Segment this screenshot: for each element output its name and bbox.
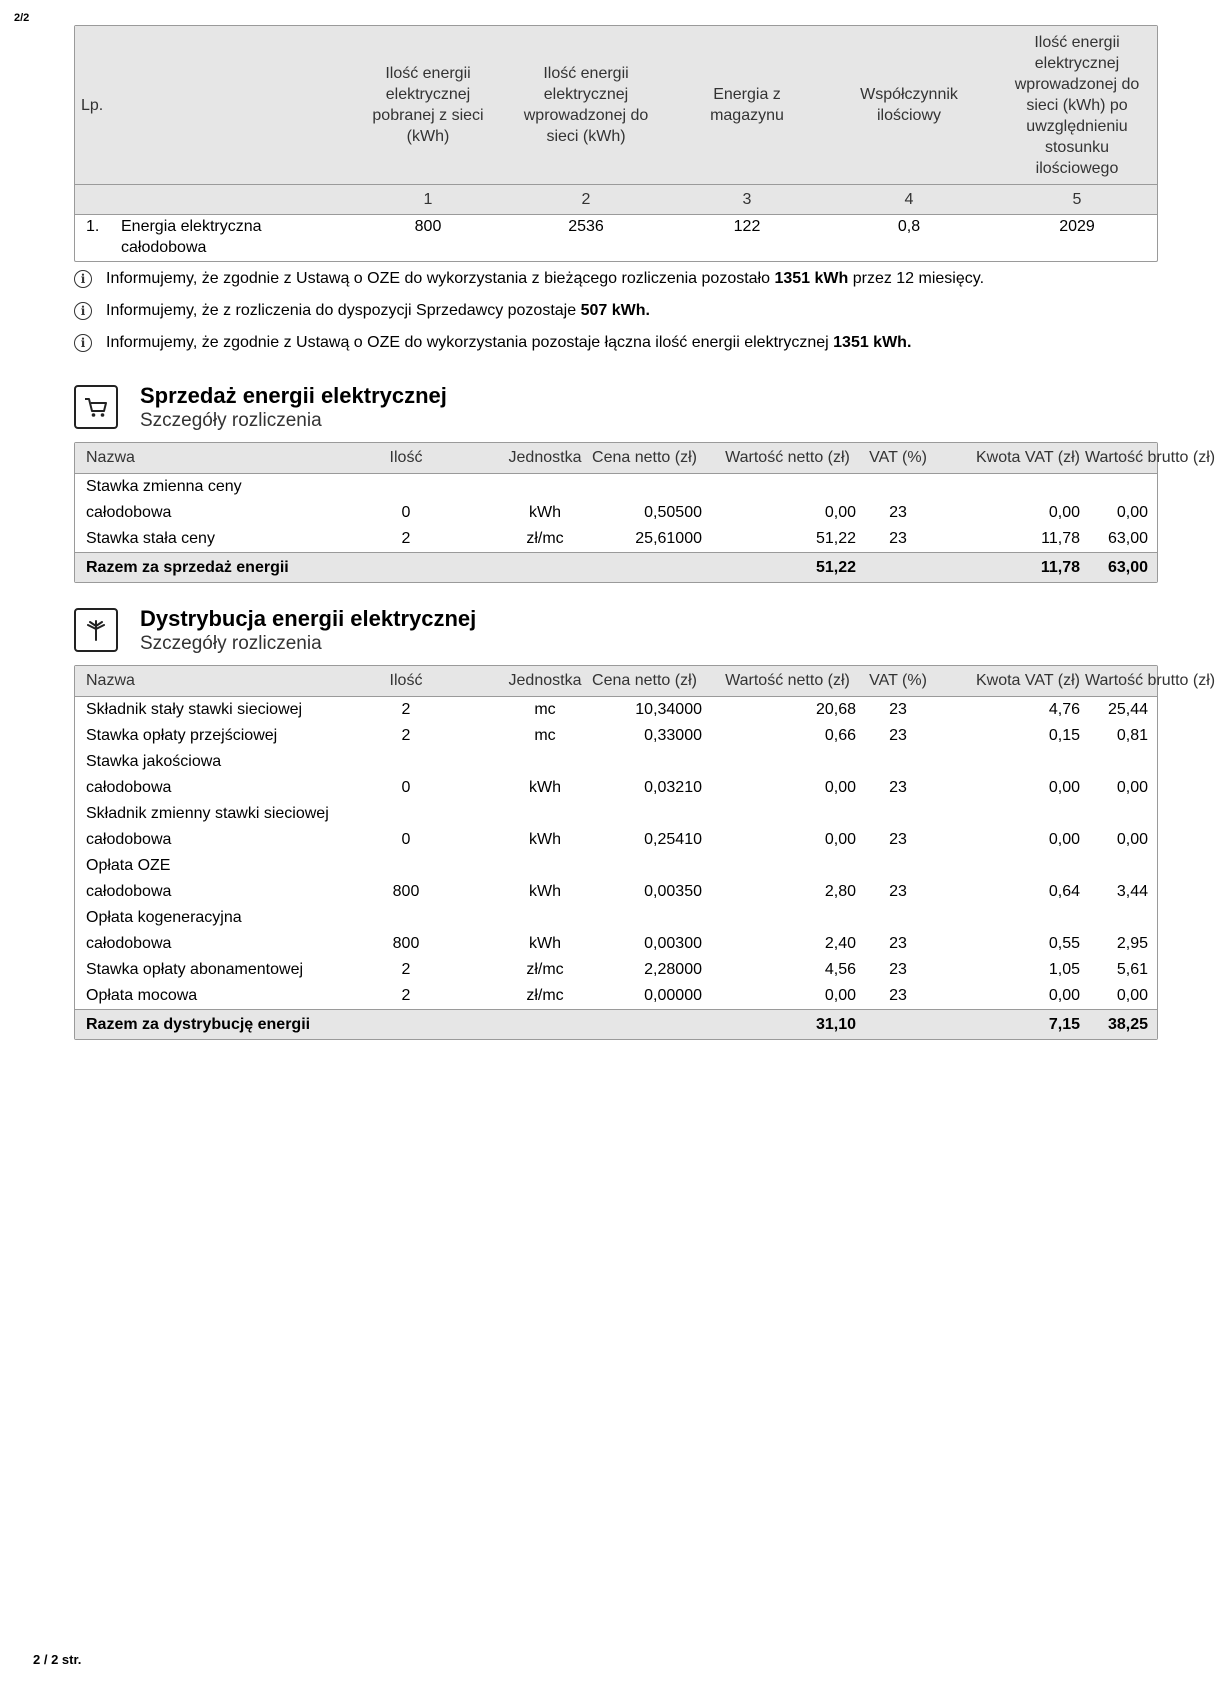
cell-vat-amount: 0,55 — [1048, 935, 1080, 952]
col-number-1: 1 — [423, 191, 433, 208]
row-value-1: 800 — [414, 218, 442, 235]
cell-vat: 23 — [889, 779, 907, 796]
distribution-rows — [75, 697, 1157, 1009]
header-energy-storage: Energia z magazynu — [710, 86, 784, 124]
cell-price: 0,25410 — [644, 831, 702, 848]
row-name: Energia elektryczna całodobowa — [121, 218, 262, 256]
cell-net: 0,00 — [824, 831, 856, 848]
table-row — [75, 905, 1157, 931]
cell-unit: kWh — [529, 883, 561, 900]
col-price: Cena netto (zł) — [592, 449, 697, 466]
table-row — [75, 801, 1157, 827]
notice-oze-current — [74, 268, 984, 290]
total-net: 31,10 — [815, 1016, 856, 1033]
cell-qty: 2 — [401, 987, 411, 1004]
shopping-cart-icon — [74, 385, 118, 429]
power-pole-icon — [74, 608, 118, 652]
distribution-table — [74, 665, 1216, 1040]
col-net: Wartość netto (zł) — [725, 449, 850, 466]
table-row — [75, 957, 1157, 983]
cell-name: Stawka zmienna ceny — [86, 478, 242, 495]
cell-vat-amount: 0,64 — [1048, 883, 1080, 900]
cell-net: 4,56 — [824, 961, 856, 978]
cell-price: 10,34000 — [635, 701, 702, 718]
cell-qty: 0 — [401, 504, 411, 521]
cell-price: 0,00350 — [644, 883, 702, 900]
cell-net: 0,00 — [824, 504, 856, 521]
cell-name: Stawka opłaty przejściowej — [86, 727, 278, 744]
table-row — [75, 775, 1157, 801]
total-net: 51,22 — [815, 559, 856, 576]
page-footer: 2 / 2 str. — [33, 1652, 82, 1667]
total-vat: 11,78 — [1040, 559, 1080, 576]
col-price: Cena netto (zł) — [592, 672, 697, 689]
header-energy-adjusted: Ilość energii elektrycznej wprowadzonej do sieci (kWh) po uwzględnieniu stosunku ilościowego — [1014, 33, 1140, 177]
cell-vat: 23 — [889, 935, 907, 952]
cell-name: Składnik stały stawki sieciowej — [86, 701, 303, 718]
sales-table — [74, 442, 1216, 583]
notice-value: 1351 kWh — [774, 270, 849, 287]
total-label: Razem za dystrybucję energii — [86, 1016, 311, 1033]
cell-unit: mc — [534, 701, 556, 718]
cell-unit: mc — [534, 727, 556, 744]
info-icon: i — [74, 334, 92, 352]
header-energy-fed: Ilość energii elektrycznej wprowadzonej do sieci (kWh) — [523, 65, 649, 145]
notice-text-end: przez 12 miesięcy. — [848, 270, 985, 287]
cell-unit: kWh — [529, 935, 561, 952]
cell-name: Stawka stała ceny — [86, 530, 215, 547]
cell-qty: 0 — [401, 779, 411, 796]
col-unit: Jednostka — [508, 449, 582, 466]
cell-vat-amount: 0,00 — [1048, 504, 1080, 521]
row-value-2: 2536 — [568, 218, 604, 235]
col-number-2: 2 — [581, 191, 591, 208]
cell-price: 0,00000 — [644, 987, 702, 1004]
cell-unit: kWh — [529, 504, 561, 521]
cell-net: 0,66 — [824, 727, 856, 744]
notice-text: Informujemy, że z rozliczenia do dyspozycji Sprzedawcy pozostaje — [106, 302, 581, 319]
sales-subtitle: Szczegóły rozliczenia — [140, 410, 322, 431]
col-gross: Wartość brutto (zł) — [1085, 672, 1216, 689]
table-row — [75, 983, 1157, 1009]
info-icon: i — [74, 270, 92, 288]
table-row — [75, 474, 1157, 500]
cell-price: 25,61000 — [635, 530, 702, 547]
sales-total-row — [75, 552, 1157, 582]
table-row — [75, 853, 1157, 879]
table-row — [75, 526, 1157, 552]
cell-unit: kWh — [529, 779, 561, 796]
table-row — [75, 697, 1157, 723]
cell-name: Opłata OZE — [86, 857, 171, 874]
notice-oze-total — [74, 332, 911, 354]
cell-vat: 23 — [889, 987, 907, 1004]
cell-gross: 0,00 — [1116, 831, 1148, 848]
cell-net: 2,80 — [824, 883, 856, 900]
cell-vat-amount: 1,05 — [1048, 961, 1080, 978]
cell-vat-amount: 0,15 — [1048, 727, 1080, 744]
cell-net: 51,22 — [815, 530, 856, 547]
cell-gross: 0,00 — [1116, 504, 1148, 521]
row-value-5: 2029 — [1059, 218, 1095, 235]
cell-vat-amount: 11,78 — [1041, 530, 1080, 547]
table-header — [75, 666, 1216, 697]
page-mark: 2/2 — [14, 12, 30, 24]
notice-text: Informujemy, że zgodnie z Ustawą o OZE do wykorzystania pozostaje łączna ilość energii elektrycznej — [106, 334, 834, 351]
cell-qty: 2 — [401, 727, 411, 744]
cell-vat: 23 — [889, 883, 907, 900]
cell-name: całodobowa — [86, 831, 172, 848]
cell-gross: 5,61 — [1116, 961, 1148, 978]
distribution-title: Dystrybucja energii elektrycznej — [140, 606, 477, 631]
cell-qty: 0 — [401, 831, 411, 848]
sales-rows — [75, 474, 1157, 552]
row-value-4: 0,8 — [897, 218, 921, 235]
col-unit: Jednostka — [508, 672, 582, 689]
total-vat: 7,15 — [1048, 1016, 1080, 1033]
cell-gross: 63,00 — [1107, 530, 1148, 547]
distribution-total-row — [75, 1009, 1157, 1039]
cell-price: 2,28000 — [644, 961, 702, 978]
table-row — [75, 931, 1157, 957]
col-qty: Ilość — [389, 449, 423, 466]
notice-seller — [74, 300, 650, 322]
total-label: Razem za sprzedaż energii — [86, 559, 289, 576]
cell-net: 0,00 — [824, 987, 856, 1004]
cell-vat: 23 — [889, 961, 907, 978]
cell-qty: 2 — [401, 701, 411, 718]
col-vat-amount: Kwota VAT (zł) — [975, 672, 1080, 689]
cell-vat-amount: 4,76 — [1048, 701, 1080, 718]
table-row — [75, 500, 1157, 526]
cell-net: 20,68 — [815, 701, 856, 718]
cell-net: 0,00 — [824, 779, 856, 796]
cell-vat: 23 — [889, 831, 907, 848]
cell-net: 2,40 — [824, 935, 856, 952]
cell-unit: kWh — [529, 831, 561, 848]
table-row — [75, 749, 1157, 775]
header-quantity-factor: Współczynnik ilościowy — [860, 86, 958, 124]
energy-balance-table — [74, 25, 1158, 262]
col-vat-amount: Kwota VAT (zł) — [975, 449, 1080, 466]
cell-vat-amount: 0,00 — [1048, 831, 1080, 848]
row-lp: 1. — [86, 218, 100, 235]
col-vat: VAT (%) — [869, 449, 927, 466]
total-gross: 38,25 — [1107, 1016, 1148, 1033]
cell-unit: zł/mc — [526, 987, 564, 1004]
sales-title: Sprzedaż energii elektrycznej — [140, 383, 447, 408]
table-row — [75, 827, 1157, 853]
cell-price: 0,50500 — [644, 504, 702, 521]
cell-name: całodobowa — [86, 779, 172, 796]
cell-gross: 0,00 — [1116, 987, 1148, 1004]
cell-name: całodobowa — [86, 883, 172, 900]
cell-qty: 800 — [392, 935, 420, 952]
cell-name: Opłata mocowa — [86, 987, 198, 1004]
cell-gross: 25,44 — [1107, 701, 1148, 718]
header-lp: Lp. — [81, 96, 104, 114]
cell-gross: 0,81 — [1116, 727, 1148, 744]
cell-name: Stawka jakościowa — [86, 753, 222, 770]
cell-unit: zł/mc — [526, 530, 564, 547]
cell-vat: 23 — [889, 504, 907, 521]
cell-unit: zł/mc — [526, 961, 564, 978]
cell-vat: 23 — [889, 701, 907, 718]
notice-value: 507 kWh. — [580, 302, 650, 319]
cell-vat: 23 — [889, 530, 907, 547]
cell-vat-amount: 0,00 — [1048, 987, 1080, 1004]
header-energy-taken: Ilość energii elektrycznej pobranej z sieci (kWh) — [372, 65, 484, 145]
cell-price: 0,03210 — [644, 779, 702, 796]
col-net: Wartość netto (zł) — [725, 672, 850, 689]
cell-name: całodobowa — [86, 935, 172, 952]
total-gross: 63,00 — [1107, 559, 1148, 576]
info-icon: i — [74, 302, 92, 320]
col-number-4: 4 — [904, 191, 914, 208]
cell-name: całodobowa — [86, 504, 172, 521]
row-value-3: 122 — [733, 218, 761, 235]
cell-name: Stawka opłaty abonamentowej — [86, 961, 304, 978]
cell-gross: 0,00 — [1116, 779, 1148, 796]
col-name: Nazwa — [86, 449, 135, 466]
table-row — [75, 723, 1157, 749]
cell-price: 0,00300 — [644, 935, 702, 952]
notice-text: Informujemy, że zgodnie z Ustawą o OZE do wykorzystania z bieżącego rozliczenia pozostało — [106, 270, 775, 287]
col-qty: Ilość — [389, 672, 423, 689]
distribution-subtitle: Szczegóły rozliczenia — [140, 633, 322, 654]
col-number-3: 3 — [742, 191, 752, 208]
cell-gross: 3,44 — [1116, 883, 1148, 900]
notice-value: 1351 kWh. — [833, 334, 912, 351]
cell-vat-amount: 0,00 — [1048, 779, 1080, 796]
cell-qty: 2 — [401, 961, 411, 978]
col-name: Nazwa — [86, 672, 135, 689]
table-row — [75, 879, 1157, 905]
cell-name: Opłata kogeneracyjna — [86, 909, 242, 926]
col-gross: Wartość brutto (zł) — [1085, 449, 1216, 466]
cell-qty: 2 — [401, 530, 411, 547]
cell-gross: 2,95 — [1116, 935, 1148, 952]
cell-name: Składnik zmienny stawki sieciowej — [86, 805, 329, 822]
col-vat: VAT (%) — [869, 672, 927, 689]
cell-vat: 23 — [889, 727, 907, 744]
cell-qty: 800 — [392, 883, 420, 900]
col-number-5: 5 — [1072, 191, 1082, 208]
table-header — [75, 443, 1216, 474]
cell-price: 0,33000 — [644, 727, 702, 744]
